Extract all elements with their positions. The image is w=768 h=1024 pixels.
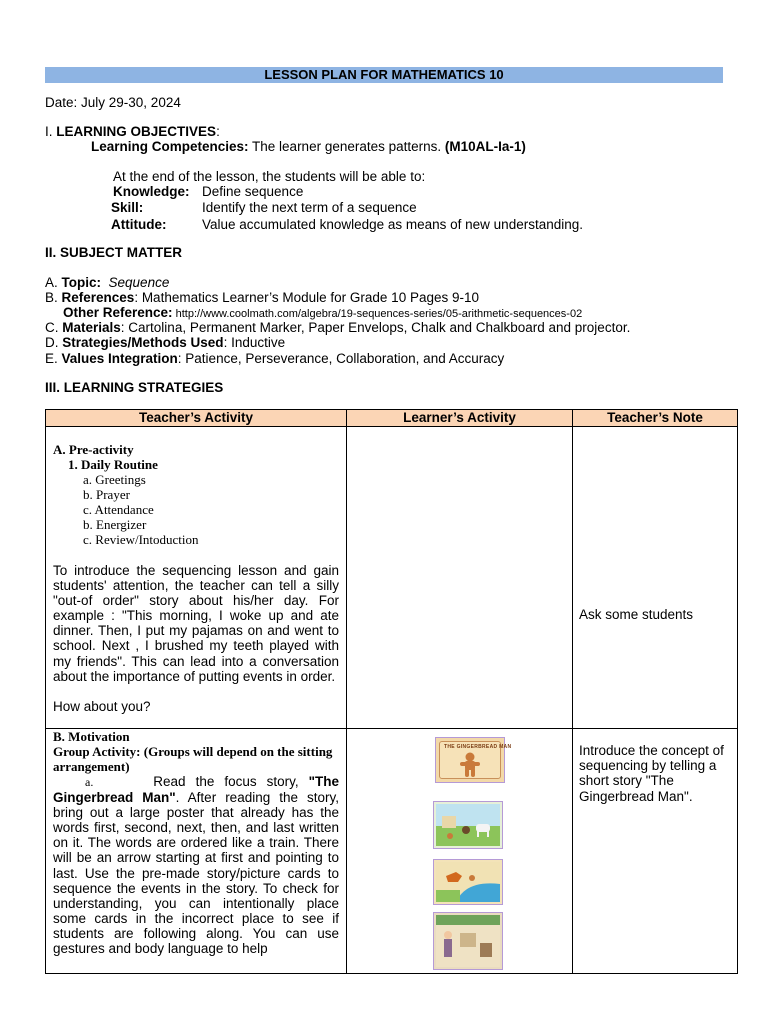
references-line: B. References: Mathematics Learner’s Module for Grade 10 Pages 9-10 [45, 290, 479, 305]
daily-routine-heading: 1. Daily Routine [68, 457, 158, 472]
topic-line: A. Topic: Sequence [45, 275, 170, 290]
card-title-text: THE GINGERBREAD MAN [444, 744, 512, 750]
story-card-river [433, 859, 503, 905]
story-card-farm [433, 801, 503, 849]
list-item: c. Attendance [83, 502, 154, 517]
learning-strategies-table [45, 409, 738, 974]
list-item: c. Review/Intoduction [83, 532, 199, 547]
teacher-note-cell [573, 427, 738, 729]
teacher-note-text: Ask some students [579, 607, 694, 622]
pre-activity-question: How about you? [53, 699, 151, 714]
motivation-heading: B. Motivation [53, 729, 130, 744]
motivation-paragraph: a. Read the focus story, "The Gingerbread Man". After reading the story, bring out a large poster that already has the words first, second, next, then, and last written on it. The words are ordered like a train. There will be an arrow starting at first and pointing to last. Use the pre-made story/picture cards to sequence the events in the story. To check for understanding, you can intentionally place some cards in the incorrect place to see if students are following along. You can use gestures and body language to help [53, 774, 339, 957]
learner-activity-cell [347, 427, 573, 729]
other-reference-line: Other Reference: http://www.coolmath.com/algebra/19-sequences-series/05-arithmetic-sequences-02 [63, 305, 583, 320]
pre-activity-heading: A. Pre-activity [53, 442, 134, 457]
learning-competencies: Learning Competencies: The learner generates patterns. (M10AL-Ia-1) [91, 139, 526, 154]
pre-activity-cell [46, 427, 347, 729]
column-header: Teacher’s Activity [46, 410, 347, 427]
list-item: a. Greetings [83, 472, 146, 487]
attitude-text: Value accumulated knowledge as means of new understanding. [202, 217, 583, 232]
table-header-row [46, 410, 738, 427]
values-integration-line: E. Values Integration: Patience, Perseverance, Collaboration, and Accuracy [45, 351, 505, 366]
farm-scene-icon [436, 804, 500, 846]
objectives-intro: At the end of the lesson, the students will be able to: [113, 169, 426, 184]
column-header: Teacher’s Note [573, 410, 738, 427]
materials-line: C. Materials: Cartolina, Permanent Marker, Paper Envelops, Chalk and Chalkboard and projector. [45, 320, 631, 335]
knowledge-label: Knowledge: [113, 184, 190, 199]
strategies-heading: III. LEARNING STRATEGIES [45, 380, 224, 395]
column-header: Learner’s Activity [347, 410, 573, 427]
table-row [46, 427, 738, 729]
story-card-kitchen [433, 912, 503, 970]
subject-heading: II. SUBJECT MATTER [45, 245, 183, 260]
objectives-heading: I. LEARNING OBJECTIVES: [45, 124, 220, 139]
pre-activity-paragraph: To introduce the sequencing lesson and gain students' attention, the teacher can tell a silly "out-of order" story about his/her day. For example : "This morning, I woke up and ate dinner. Then, I put my pajamas on and went to school. Next , I brushed my teeth played with my friends". This can lead into a conversation about the importance of putting events in order. [53, 563, 339, 684]
strategies-used-line: D. Strategies/Methods Used: Inductive [45, 335, 286, 350]
page-title: LESSON PLAN FOR MATHEMATICS 10 [45, 67, 723, 83]
list-item: b. Energizer [83, 517, 147, 532]
skill-label: Skill: [111, 200, 144, 215]
learner-activity-cell [347, 729, 573, 974]
knowledge-text: Define sequence [202, 184, 304, 199]
teacher-note-cell [573, 729, 738, 974]
other-reference-link[interactable]: http://www.coolmath.com/algebra/19-sequences-series/05-arithmetic-sequences-02 [172, 308, 583, 320]
attitude-label: Attitude: [111, 217, 167, 232]
story-card-title [435, 737, 512, 783]
river-scene-icon [436, 862, 500, 902]
teacher-note-text: Introduce the concept of sequencing by telling a short story "The Gingerbread Man". [579, 743, 724, 804]
list-item: b. Prayer [83, 487, 130, 502]
skill-text: Identify the next term of a sequence [202, 200, 417, 215]
group-activity-heading: Group Activity: (Groups will depend on the sitting arrangement) [53, 744, 333, 774]
gingerbread-man-icon [460, 752, 480, 778]
motivation-cell [46, 729, 347, 974]
table-row [46, 729, 738, 974]
kitchen-scene-icon [436, 915, 500, 967]
lesson-date: Date: July 29-30, 2024 [45, 95, 181, 110]
